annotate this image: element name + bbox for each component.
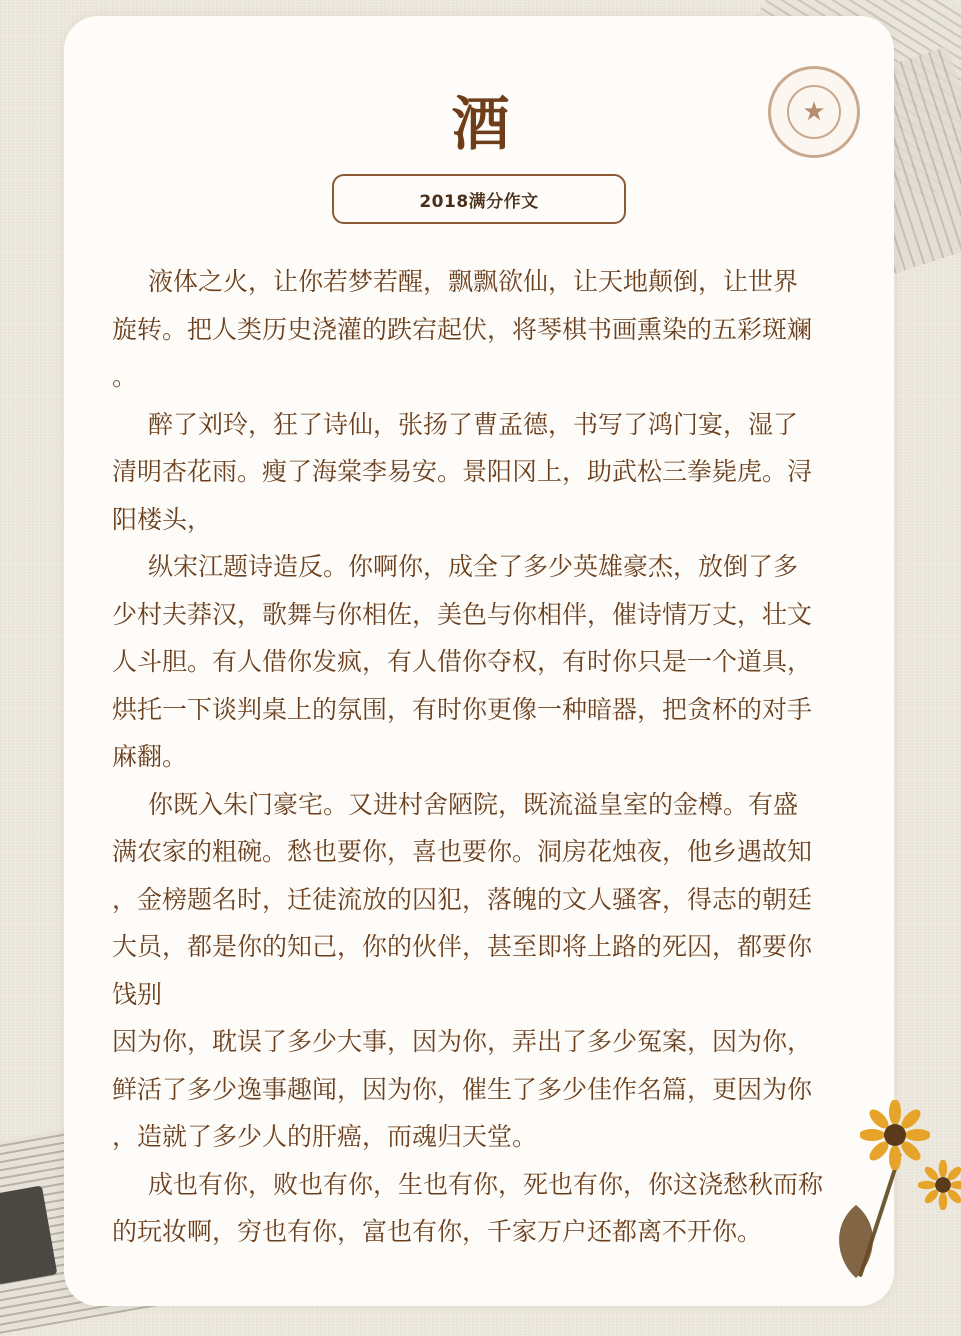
essay-line: 麻翻。 xyxy=(112,742,188,771)
star-icon: ★ xyxy=(787,85,841,139)
essay-line: 液体之火，让你若梦若醒，飘飘欲仙，让天地颠倒，让世界 xyxy=(148,267,799,296)
essay-line: 纵宋江题诗造反。你啊你，成全了多少英雄豪杰，放倒了多 xyxy=(148,552,799,581)
essay-line: 因为你，耽误了多少大事，因为你，弄出了多少冤案，因为你， xyxy=(112,1027,813,1056)
essay-line: ，金榜题名时，迁徒流放的囚犯，落魄的文人骚客，得志的朝廷 xyxy=(112,884,813,914)
subtitle-text: 2018满分作文 xyxy=(419,191,539,212)
sunflower-icon xyxy=(918,1160,961,1210)
essay-line: 鲜活了多少逸事趣闻，因为你，催生了多少佳作名篇，更因为你 xyxy=(112,1074,813,1104)
essay-line: 人斗胆。有人借你发疯，有人借你夺权，有时你只是一个道具， xyxy=(112,647,813,676)
essay-line: 你既入朱门豪宅。又进村舍陋院，既流溢皇室的金樽。有盛 xyxy=(148,789,799,819)
essay-line: 饯别 xyxy=(112,979,163,1009)
page-title: 酒 xyxy=(451,90,510,158)
essay-line: 阳楼头， xyxy=(112,504,213,534)
subtitle-badge xyxy=(332,174,626,224)
essay-line: 满农家的粗碗。愁也要你，喜也要你。洞房花烛夜，他乡遇故知 xyxy=(112,837,813,866)
essay-line: 成也有你，败也有你，生也有你，死也有你，你这浇愁秋而称 xyxy=(148,1169,824,1199)
essay-body xyxy=(112,258,872,1256)
essay-line: 旋转。把人类历史浇灌的跌宕起伏，将琴棋书画熏染的五彩斑斓 xyxy=(112,314,813,344)
essay-line: 醉了刘玲，狂了诗仙，张扬了曹孟德，书写了鸿门宴，湿了 xyxy=(148,409,799,439)
essay-line: ，造就了多少人的肝癌，而魂归天堂。 xyxy=(112,1122,538,1151)
essay-line: 烘托一下谈判桌上的氛围，有时你更像一种暗器，把贪杯的对手 xyxy=(112,694,813,724)
leaf-icon xyxy=(826,1200,886,1280)
essay-line: 。 xyxy=(112,362,138,391)
essay-line: 少村夫莽汉，歌舞与你相佐，美色与你相伴，催诗情万丈，壮文 xyxy=(112,599,813,629)
essay-line: 清明杏花雨。瘦了海棠李易安。景阳冈上，助武松三拳毙虎。浔 xyxy=(112,457,813,486)
essay-line: 大员，都是你的知己，你的伙伴，甚至即将上路的死囚，都要你 xyxy=(112,932,813,961)
essay-line: 的玩妆啊，穷也有你，富也有你，千家万户还都离不开你。 xyxy=(112,1217,763,1246)
